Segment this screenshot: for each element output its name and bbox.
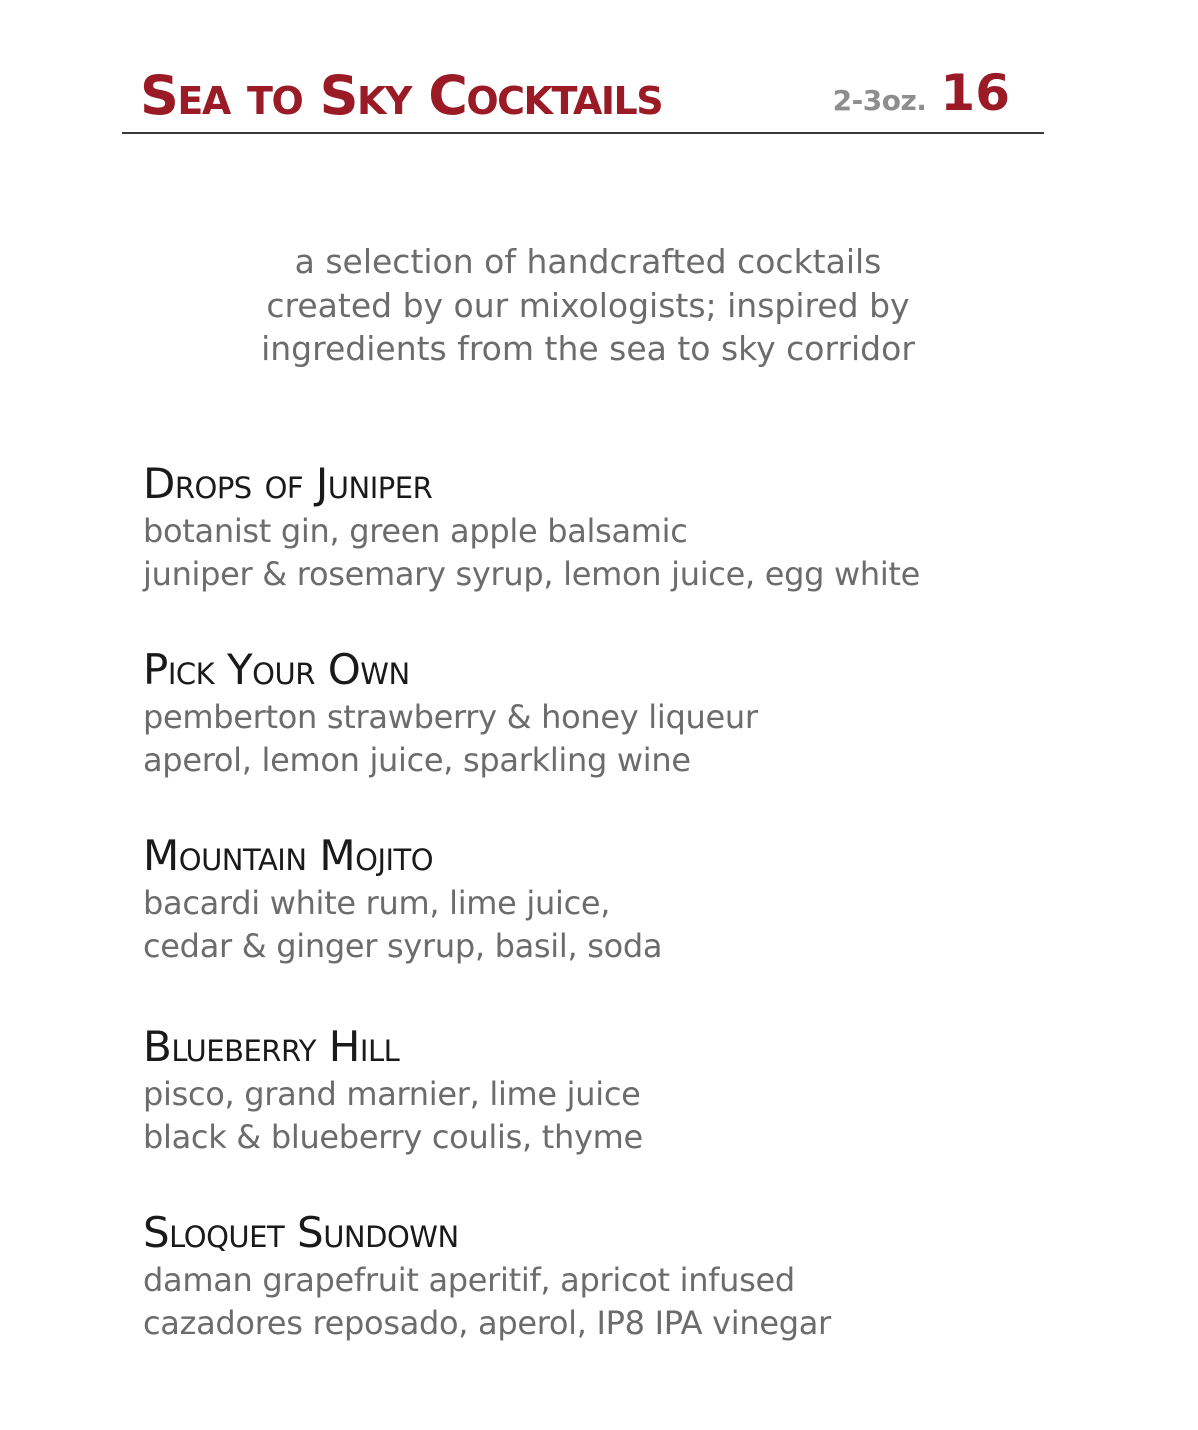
- intro-line: created by our mixologists; inspired by: [266, 285, 910, 325]
- cocktail-name: Mountain Mojito: [143, 831, 434, 880]
- cocktail-name: Pick Your Own: [143, 645, 410, 694]
- price-block: [833, 64, 1010, 122]
- menu-title: Sea to Sky Cocktails: [140, 64, 663, 127]
- cocktail-ingredients: daman grapefruit aperitif, apricot infused: [143, 1261, 795, 1299]
- price: 16: [940, 64, 1010, 122]
- cocktail-ingredients: bacardi white rum, lime juice,: [143, 884, 611, 922]
- cocktail-item: [143, 458, 1043, 596]
- cocktail-ingredients: cazadores reposado, aperol, IP8 IPA vinegar: [143, 1304, 831, 1342]
- serving-size: 2-3oz.: [832, 84, 927, 117]
- menu-intro: [188, 240, 988, 371]
- cocktail-ingredients: pemberton strawberry & honey liqueur: [143, 698, 758, 736]
- cocktail-item: [143, 1021, 1043, 1159]
- cocktail-ingredients: aperol, lemon juice, sparkling wine: [143, 741, 691, 779]
- cocktail-name: Blueberry Hill: [143, 1022, 400, 1071]
- cocktail-ingredients: black & blueberry coulis, thyme: [143, 1118, 643, 1156]
- cocktail-name: Sloquet Sundown: [143, 1208, 459, 1257]
- cocktail-ingredients: pisco, grand marnier, lime juice: [143, 1075, 641, 1113]
- cocktail-name: Drops of Juniper: [143, 459, 433, 508]
- header-divider: [122, 132, 1044, 134]
- cocktail-ingredients: juniper & rosemary syrup, lemon juice, egg white: [143, 555, 921, 593]
- cocktail-ingredients: botanist gin, green apple balsamic: [143, 512, 688, 550]
- cocktail-item: [143, 644, 1043, 782]
- menu-header: [122, 60, 1044, 134]
- intro-line: ingredients from the sea to sky corridor: [261, 329, 915, 368]
- cocktail-ingredients: cedar & ginger syrup, basil, soda: [143, 927, 663, 965]
- cocktail-item: [143, 1207, 1043, 1345]
- intro-line: a selection of handcrafted cocktails: [294, 242, 882, 281]
- cocktail-item: [143, 830, 1043, 968]
